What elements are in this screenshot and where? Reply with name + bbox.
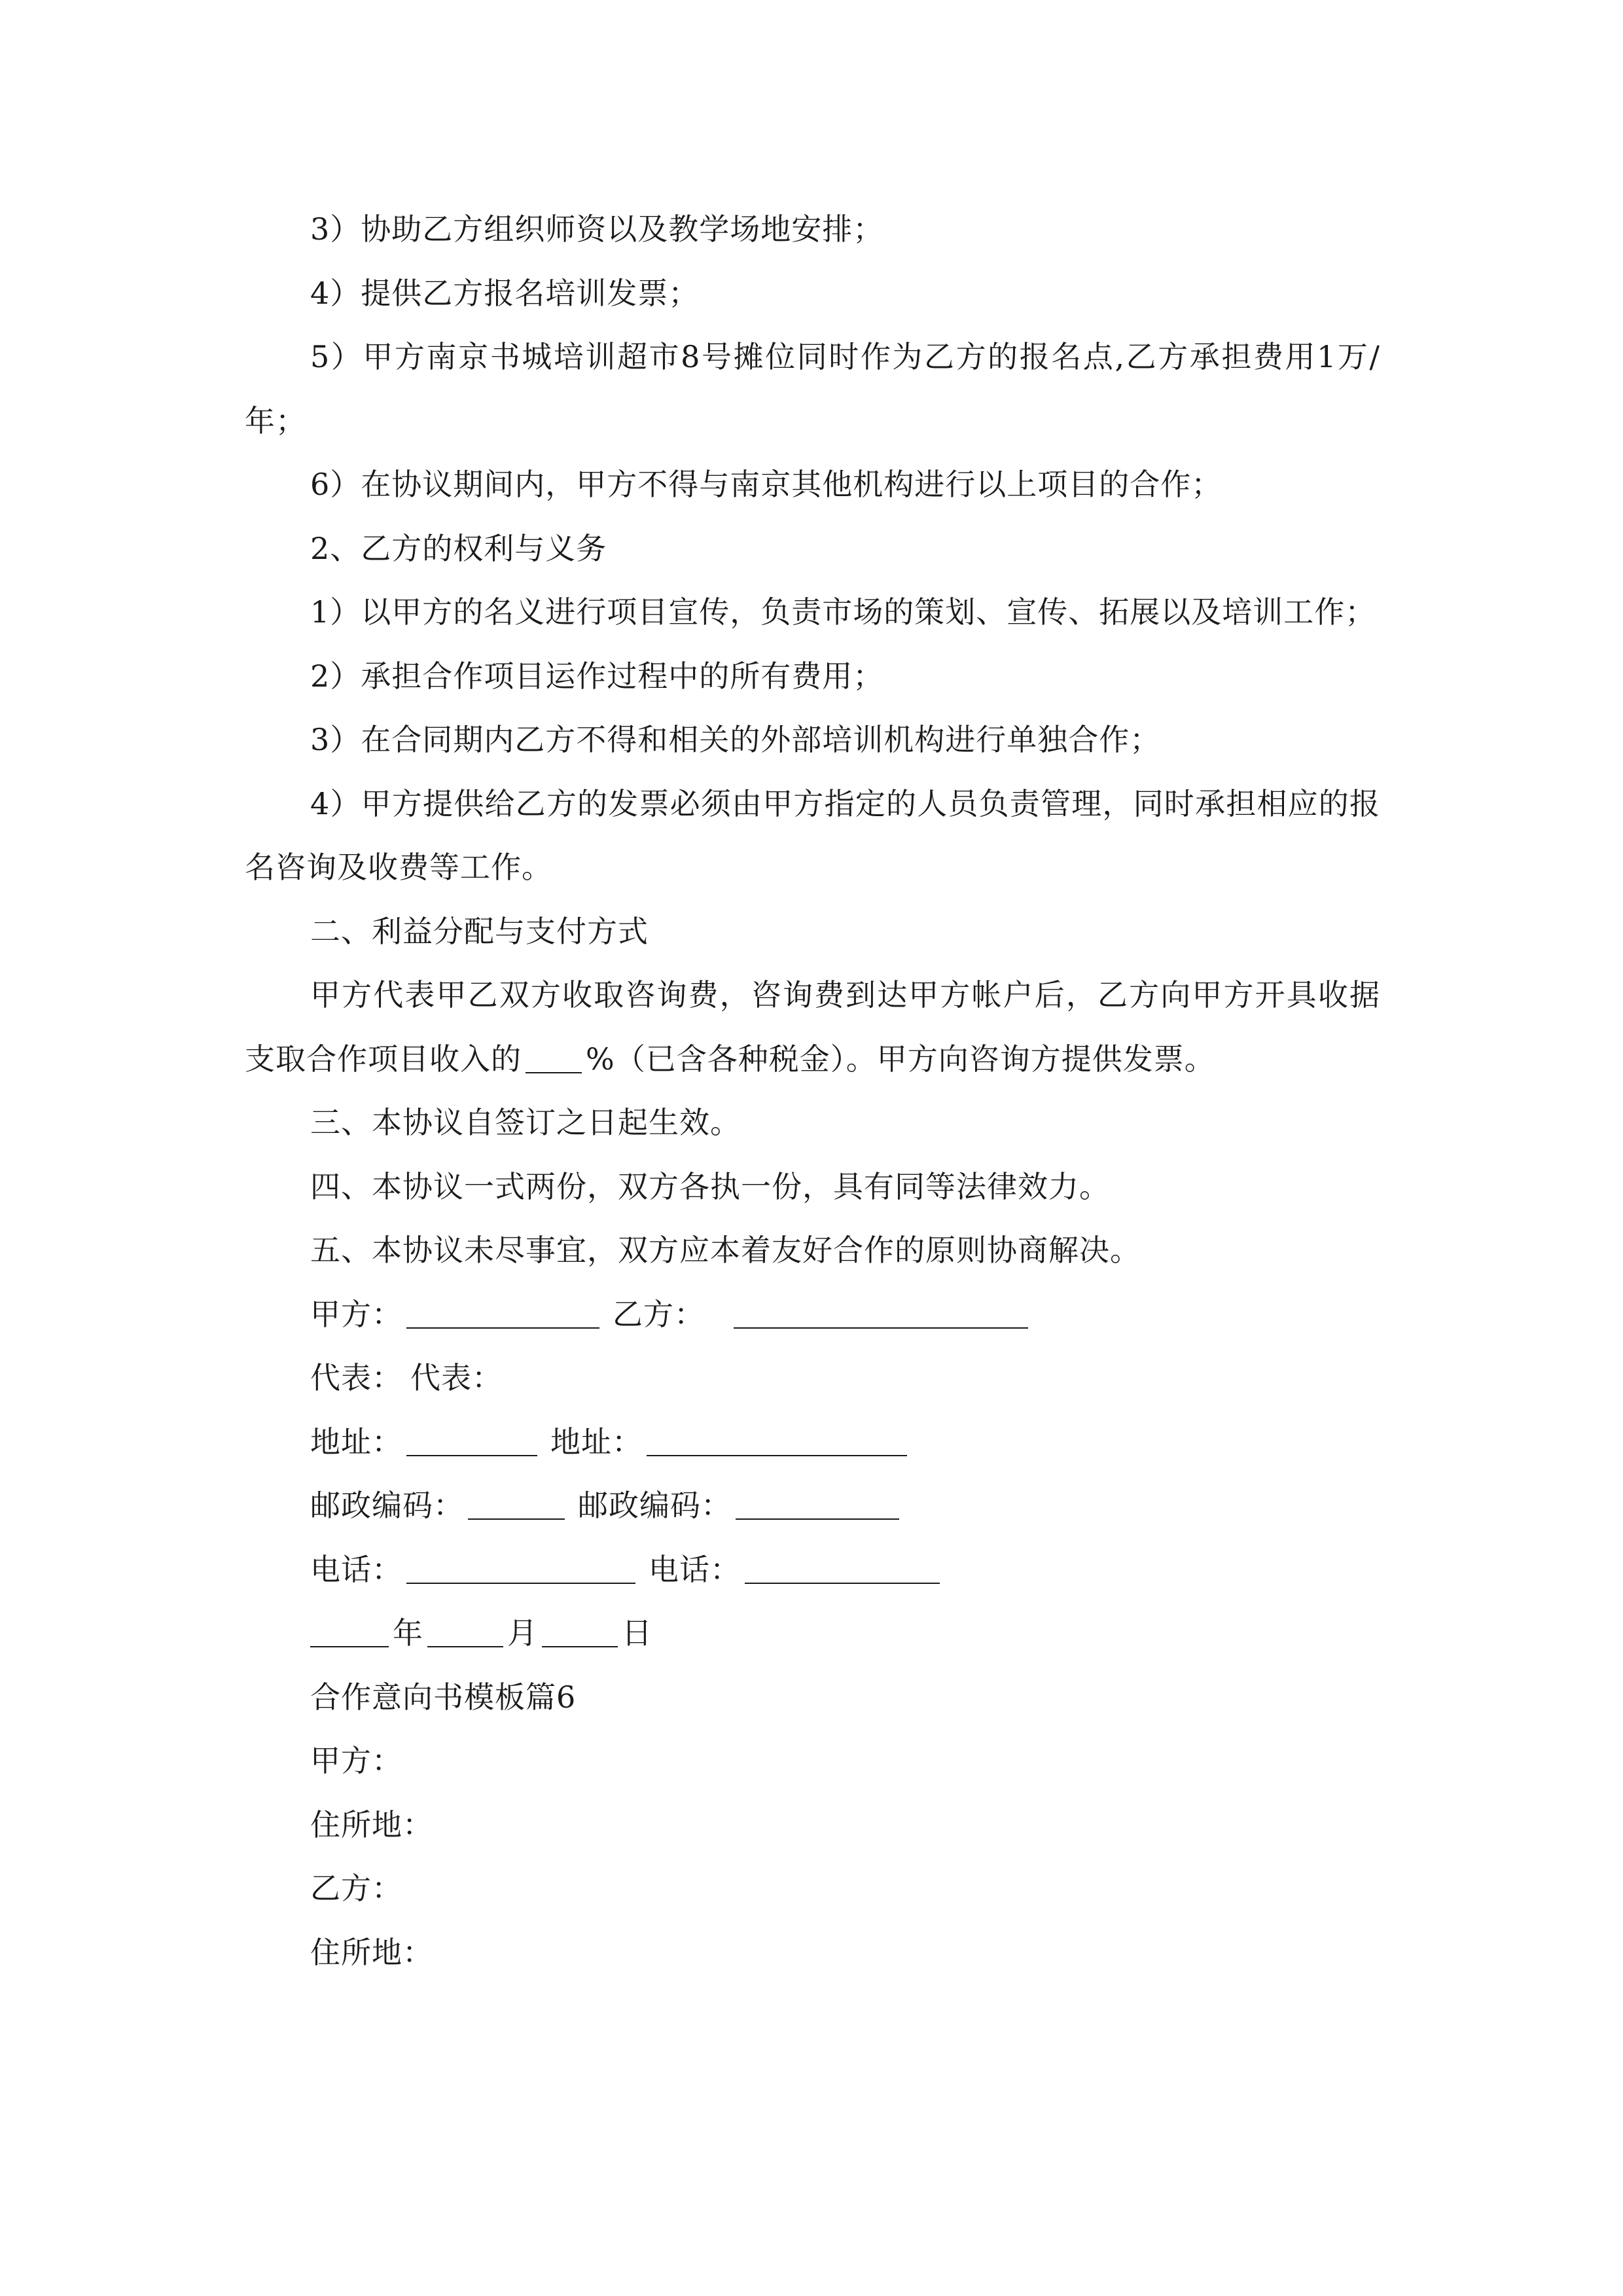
fill-in-blank — [734, 1327, 1028, 1329]
party-b-address-line: 住所地： — [310, 1934, 433, 1970]
fill-in-blank — [468, 1518, 565, 1520]
fill-in-blank — [647, 1455, 907, 1456]
month-label: 月 — [507, 1615, 538, 1651]
party-a-address-line: 住所地： — [310, 1806, 433, 1842]
rep-a-label: 代表： — [310, 1360, 402, 1395]
party-b-label: 乙方： — [613, 1296, 705, 1332]
list-item: 5）甲方南京书城培训超市8号摊位同时作为乙方的报名点,乙方承担费用1万/年； — [245, 339, 1380, 439]
fill-in-blank — [406, 1583, 635, 1584]
document-body — [245, 198, 1380, 1984]
paragraph-text: 甲方代表甲乙双方收取咨询费，咨询费到达甲方帐户后，乙方向甲方开具收据支取合作项目收入的 — [245, 977, 1380, 1077]
party-a-label: 甲方： — [310, 1296, 402, 1332]
year-label: 年 — [393, 1615, 423, 1651]
signature-date-row — [245, 1602, 1380, 1666]
paragraph: 五、本协议未尽事宜，双方应本着友好合作的原则协商解决。 — [310, 1232, 1141, 1268]
rep-b-label: 代表： — [410, 1360, 503, 1395]
paragraph — [245, 963, 1380, 1091]
template-title: 合作意向书模板篇6 — [310, 1679, 577, 1715]
fill-in-blank — [406, 1455, 537, 1456]
paragraph-text: %（已含各种税金）。甲方向咨询方提供发票。 — [586, 1041, 1215, 1077]
list-item: 3）协助乙方组织师资以及教学场地安排； — [310, 211, 884, 247]
list-item: 1）以甲方的名义进行项目宣传，负责市场的策划、宣传、拓展以及培训工作； — [310, 594, 1376, 630]
fill-in-blank — [310, 1646, 389, 1647]
section-heading: 二、利益分配与支付方式 — [310, 913, 649, 949]
fill-in-blank — [745, 1583, 940, 1584]
list-item: 3）在合同期内乙方不得和相关的外部培训机构进行单独合作； — [310, 722, 1161, 757]
tel-a-label: 电话： — [310, 1551, 402, 1587]
list-item: 6）在协议期间内，甲方不得与南京其他机构进行以上项目的合作； — [310, 467, 1222, 502]
day-label: 日 — [622, 1615, 652, 1651]
fill-in-blank — [542, 1646, 618, 1647]
signature-phone-row — [245, 1538, 1380, 1602]
fill-in-blank — [427, 1646, 503, 1647]
fill-in-blank — [406, 1327, 599, 1329]
list-item: 4）甲方提供给乙方的发票必须由甲方指定的人员负责管理，同时承担相应的报名咨询及收费等工作。 — [245, 785, 1380, 885]
zip-b-label: 邮政编码： — [578, 1488, 732, 1523]
paragraph: 三、本协议自签订之日起生效。 — [310, 1105, 741, 1140]
signature-rep-row — [245, 1346, 1380, 1410]
party-b-line: 乙方： — [310, 1871, 402, 1906]
tel-b-label: 电话： — [649, 1551, 741, 1587]
addr-a-label: 地址： — [310, 1424, 402, 1460]
signature-address-row — [245, 1410, 1380, 1475]
list-item: 4）提供乙方报名培训发票； — [310, 275, 700, 311]
fill-in-blank — [736, 1518, 899, 1520]
list-item: 2）承担合作项目运作过程中的所有费用； — [310, 658, 884, 694]
fill-in-blank — [526, 1072, 582, 1073]
addr-b-label: 地址： — [550, 1424, 643, 1460]
signature-zip-row — [245, 1474, 1380, 1538]
signature-party-row — [245, 1283, 1380, 1347]
party-a-line: 甲方： — [310, 1743, 402, 1778]
zip-a-label: 邮政编码： — [310, 1488, 464, 1523]
paragraph: 四、本协议一式两份，双方各执一份，具有同等法律效力。 — [310, 1168, 1110, 1204]
section-heading: 2、乙方的权利与义务 — [310, 530, 607, 566]
